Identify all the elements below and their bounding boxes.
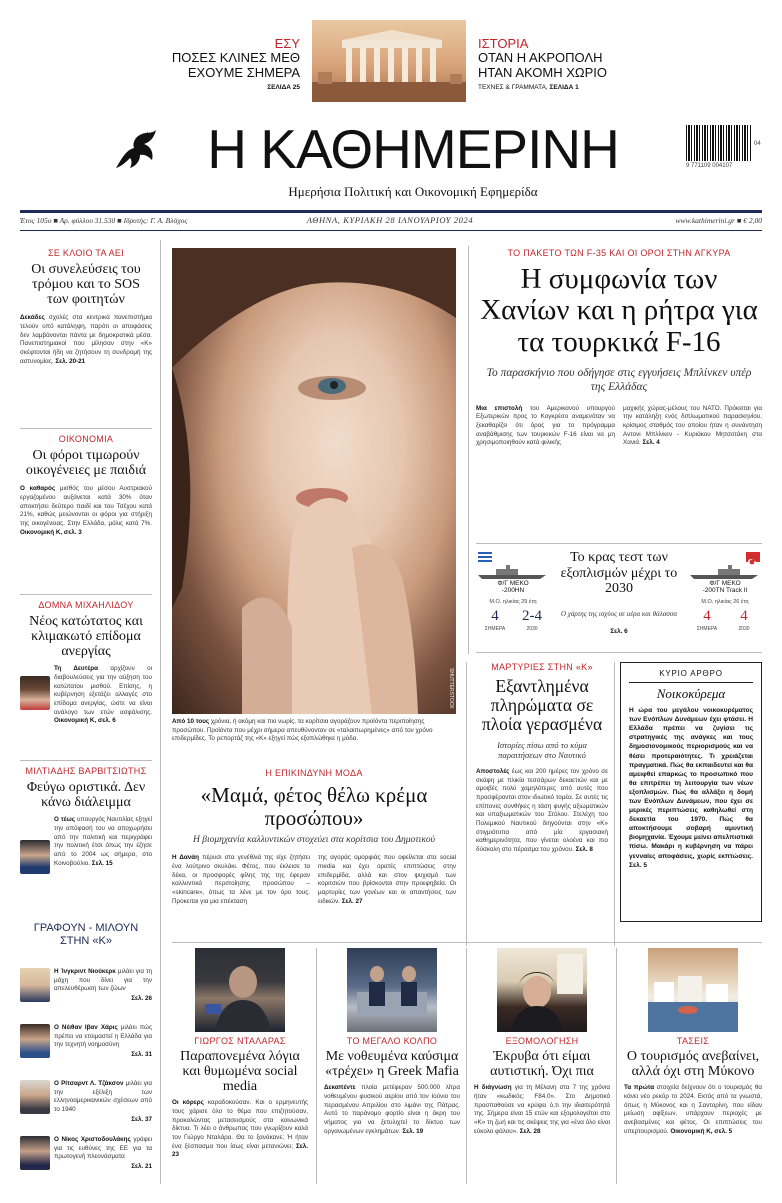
left-story-2-kicker: ΟΙΚΟΝΟΜΙΑ: [58, 434, 114, 444]
fashion-ref: Σελ. 27: [341, 897, 363, 905]
left-story-2-body: μισθός του μέσου Αυστριακού εργαζομένου αυξάνεται κατά 30% όταν αποκτήσει δεύτερο παιδί και του Τσέχου κατά 21%, καθώς μειώνονται οι φόροι για στήριξη της οικογένειας. Στην Ελλάδα, μόλις κατά 7%.: [20, 485, 152, 527]
writer-item[interactable]: [20, 1136, 152, 1170]
greece-ship-sub: -200HN: [501, 587, 525, 594]
section-rule: [20, 428, 152, 429]
section-rule: [476, 652, 762, 653]
column-rule: [468, 246, 469, 654]
turkey-now: 4: [703, 608, 711, 624]
f16-subtitle: Το παρασκήνιο που οδήγησε στις εγγυήσεις Μπλίνκεν υπέρ της Ελλάδας: [486, 366, 752, 394]
dateline-right[interactable]: www.kathimerini.gr ■ € 2,00: [675, 216, 762, 225]
teaser-left-kicker: ΕΣΥ: [274, 36, 300, 51]
turkey-frigate-icon: [688, 564, 762, 578]
bottom-1-headline: Παραπονεμένα λόγια και θυμωμένα social media: [180, 1049, 300, 1095]
writer-photo: [20, 1136, 50, 1170]
greece-frigate-icon: [476, 564, 550, 578]
greece-age: Μ.Ο. ηλικίας 29 έτη: [489, 599, 537, 605]
writer-photo: [20, 968, 50, 1002]
writer-photo: [20, 1080, 50, 1114]
greece-future-label: 2030: [526, 626, 538, 632]
left-story-3-lead: Τη Δευτέρα: [54, 665, 98, 673]
dateline-rule: [20, 230, 762, 231]
sailors-col1: έως και 200 ημέρες τον χρόνο σε σκάφη με πλικία τεσσάρων δεκαετιών και με αμοιβές πολύ χαμηλότερες από αυτές που προσφέρονται στον ιδιωτικό τομέα. Σε αυτές τις επίπονες συνθήκες η τάση φυγής αξιωματικών και υπαξιωματικών του Στόλου.: [476, 767, 608, 819]
crash-headline: Το κρας τεστ των εξοπλισμών μέχρι το 2030: [560, 550, 678, 597]
f16-ref: Σελ. 4: [642, 439, 660, 447]
f16-story[interactable]: [476, 248, 762, 448]
crash-subtitle: Ο χάρτης της ισχύος σε αέρα και θάλασσα: [561, 610, 677, 618]
editorial-headline: Νοικοκύρεμα: [656, 686, 726, 701]
sailors-kicker: ΜΑΡΤΥΡΙΕΣ ΣΤΗΝ «Κ»: [491, 662, 593, 672]
f16-col1: του Αμερικανού υπουργού Εξωτερικών προς το Κογκρέσο αναμενόταν να ξεκαθαρίζει ότι όρος για το πρόγραμμα αναβάθμισης των τουρκικών F-16 είναι να μη χρησιμοποιηθούν κατά φιλικής: [476, 404, 615, 447]
photo-credit: SHUTTERSTOCK: [448, 668, 454, 709]
f16-headline: Η συμφωνία των Χανίων και η ρήτρα για τα τουρκικά F-16: [480, 263, 758, 358]
greece-now-label: ΣΗΜΕΡΑ: [484, 626, 506, 632]
writer-ref: Σελ. 21: [131, 1163, 152, 1171]
turkey-future-label: 2030: [738, 626, 750, 632]
left-story-4[interactable]: [20, 766, 152, 868]
crash-ref: Σελ. 6: [610, 628, 628, 635]
writer-item[interactable]: [20, 968, 152, 1002]
left-story-4-body: υπουργός Ναυτιλίας εξηγεί την απόφασή του να αποχωρήσει από την πολιτική και περιγράφει την πολιτική έτσι όπως την έζησε από το 2004 ως σήμερα, στο Κοινοβούλιο.: [54, 816, 152, 867]
photo-greek-mafia: [347, 948, 437, 1032]
greece-ship-name: Φ/Γ ΜΕΚΟ: [497, 580, 529, 587]
left-story-1-headline: Οι συνελεύσεις του τρόμου και το SOS των φοιτητών: [31, 262, 141, 308]
left-story-3[interactable]: [20, 600, 152, 726]
editorial-body: Η ώρα του μεγάλου νοικοκυρέματος των Ενόπλων Δυνάμεων έχει φτάσει. Η Ελλάδα πρέπει να ζυγίσει τις στρατηγικές της ανάγκες και τους δημοσιονομικούς περιορισμούς και να θέσει προτεραιότητες. Τι χρειάζεται πραγματικά. Πώς θα εκπαιδευτεί και θα αμειφθεί επαρκώς το προσωπικό που θα επιτρέπει τη λειτουργία των νέων εξοπλισμών. Πώς θα αλλάξει η δομή των Ενόπλων Δυνάμεων, που έχει σε μερικές περιπτώσεις καθηλωθεί στη δεκαετία του 1970. Πώς θα αποκτήσουμε σοβαρή αμυντική βιομηχανία. Έχουμε μείνει απελπιστικά πίσω. Μακάρι η κυβέρνηση να πάρει γενναίες αποφάσεις, χωρίς εκπτώσεις.: [629, 707, 753, 860]
left-story-4-kicker: ΜΙΛΤΙΑΔΗΣ ΒΑΡΒΙΤΣΙΩΤΗΣ: [25, 766, 147, 776]
section-rule: [476, 543, 762, 544]
writer-ref: Σελ. 37: [131, 1115, 152, 1123]
column-rule: [316, 948, 317, 1184]
writer-photo: [20, 1024, 50, 1058]
teaser-left-line1: ΠΟΣΕΣ ΚΛΙΝΕΣ ΜΕΘ: [171, 50, 300, 65]
section-rule: [20, 594, 152, 595]
column-rule: [466, 662, 467, 946]
masthead-title[interactable]: Η ΚΑΘΗΜΕΡΙΝΗ: [207, 118, 619, 180]
crash-test-box[interactable]: [476, 548, 762, 642]
writer-desc: μιλάει πώς πρέπει να ετοιμαστεί η Ελλάδα για την τεχνητή νοημοσύνη: [54, 1024, 152, 1049]
bottom-2-ref: Σελ. 19: [402, 1127, 424, 1135]
bottom-story-1[interactable]: [172, 948, 308, 1160]
writers-box: [20, 922, 152, 1184]
main-photo-girl[interactable]: [172, 248, 456, 714]
left-story-3-ref: Οικονομική Κ, σελ. 6: [54, 717, 116, 725]
writer-name: Ο Ρίτσαρντ Λ. Τζάκσον: [54, 1080, 124, 1087]
bottom-story-4[interactable]: [624, 948, 762, 1136]
writer-desc: μιλάει για τη μάχη που δίνει για την απελευθέρωση των ζώων: [54, 968, 153, 993]
caption-text: χρόνια, ή ακόμη και πιο νωρίς, τα κορίτσια αγοράζουν προϊόντα περιποίησης προσώπου. Προϊόντα που μέχρι σήμερα απευθύνονταν σε «ταλαιπωρημένες» από τον χρόνο επιδερμίδες. Το ρεπορτάζ της «Κ» εξηγεί πώς εξαπλώθηκε η μόδα.: [172, 718, 433, 743]
turkey-flag-icon: [746, 552, 760, 562]
teaser-right-kicker: ΙΣΤΟΡΙΑ: [478, 36, 529, 51]
writer-name: Η Ίνγκριντ Νιούκερκ: [54, 968, 116, 975]
bottom-4-headline: Ο τουρισμός ανεβαίνει, αλλά όχι στη Μύκονο: [626, 1049, 760, 1080]
bottom-3-kicker: ΕΞΟΜΟΛΟΓΗΣΗ: [505, 1036, 579, 1046]
sailors-lead: Αποστολές: [476, 767, 510, 775]
left-story-1-body: σχολές στα κεντρικά πανεπιστήμια τελούν υπό κατάληψη, παρότι οι αποφάσεις δεν λαμβάνονται πάντα με δημοκρατικά μέσα. Πανεπιστημιακοί που μίλησαν στην «Κ» σκέφτονται ήδη να ζητήσουν τη συνδρομή της αστυνομίας.: [20, 314, 152, 365]
turkey-ship-name: Φ/Γ ΜΕΚΟ: [709, 580, 741, 587]
writers-header: ΓΡΑΦΟΥΝ - ΜΙΛΟΥΝ ΣΤΗΝ «Κ»: [33, 922, 139, 947]
editorial-ref: Σελ. 5: [629, 861, 648, 869]
fashion-subtitle: Η βιομηχανία καλλυντικών στοχεύει στα κορίτσια του Δημοτικού: [193, 835, 435, 846]
writer-desc: μιλάει για την εξέλιξη των ελληνοαμερικανικών σχέσεων από το 1940: [54, 1080, 152, 1114]
sailors-col2: Στελέχη του Πολεμικού Ναυτικού διηγούνται στην «Κ» στιγμιότυπα από μία εργασιακή καθημερινότητα, που γίνεται ολοένα και πιο δύσκολη στο πέρασμα του χρόνου.: [476, 811, 608, 854]
bottom-4-lead: Τα πρώτα: [624, 1084, 655, 1092]
turkey-age: Μ.Ο. ηλικίας 26 έτη: [701, 599, 749, 605]
dateline-center: ΑΘΗΝΑ, ΚΥΡΙΑΚΗ 28 ΙΑΝΟΥΑΡΙΟΥ 2024: [306, 215, 474, 225]
left-story-1-ref: Σελ. 20-21: [55, 357, 86, 365]
teaser-left[interactable]: [150, 36, 300, 91]
editorial-box[interactable]: [620, 662, 762, 922]
left-story-2-headline: Οι φόροι τιμωρούν οικογένειες με παιδιά: [25, 448, 147, 479]
photo-autism: [497, 948, 587, 1032]
left-story-4-headline: Φεύγω οριστικά. Δεν κάνω διάλειμμα: [26, 780, 146, 811]
writer-ref: Σελ. 31: [131, 1051, 152, 1059]
turkey-now-label: ΣΗΜΕΡΑ: [696, 626, 718, 632]
bottom-2-lead: Δεκαπέντε: [324, 1084, 356, 1092]
teaser-right[interactable]: [478, 36, 678, 91]
fashion-col2: της αγοράς ομορφιάς που οφείλεται στα social media και έχει ορατές επιπτώσεις στην επιδερμίδα, αλλά και στον ψυχισμό των κοριτσιών που βρίσκονται στην προεφηβεία. Οι μαρτυρίες των γονέων και οι απαντήσεις των ειδικών.: [318, 854, 456, 905]
teaser-left-line2: ΕΧΟΥΜΕ ΣΗΜΕΡΑ: [187, 64, 300, 80]
bottom-2-kicker: ΤΟ ΜΕΓΑΛΟ ΚΟΛΠΟ: [346, 1036, 438, 1046]
left-story-3-headline: Νέος κατώτατος και κλιμακωτό επίδομα ανεργίας: [29, 614, 143, 660]
left-story-4-lead: Ο τέως: [54, 816, 76, 824]
bottom-1-kicker: ΓΙΩΡΓΟΣ ΝΤΑΛΑΡΑΣ: [194, 1036, 286, 1046]
bottom-story-3[interactable]: [474, 948, 610, 1136]
bottom-1-ref: Σελ. 23: [172, 1142, 309, 1159]
fashion-lead: Η Δανάη: [172, 854, 200, 862]
photo-ntalaras: [195, 948, 285, 1032]
section-rule: [172, 942, 762, 943]
bottom-3-ref: Σελ. 28: [519, 1127, 541, 1135]
left-story-1[interactable]: [20, 248, 152, 366]
fashion-headline: «Μαμά, φέτος θέλω κρέμα προσώπου»: [200, 783, 428, 830]
turkey-ship-sub: -200TN Track II: [702, 587, 748, 594]
barcode: [686, 125, 760, 175]
sailors-subtitle: Ιστορίες πίσω από το κύμα παραιτήσεων στο Ναυτικό: [497, 739, 587, 761]
barcode-issue: 04: [754, 141, 761, 147]
bottom-1-lead: Οι κόρερς: [172, 1099, 204, 1107]
left-story-3-body: αρχίζουν οι διαβουλεύσεις για την αύξηση του κατώτατου μισθού. Επίσης, η κυβέρνηση εξετάζει αλλαγές στο επίδομα ανεργίας, ώστε να είναι ανάλογο των ετών ασφάλισης.: [54, 665, 152, 716]
dateline: [20, 216, 762, 228]
masthead-subtitle: Ημερήσια Πολιτική και Οικονομική Εφημερίδα: [288, 184, 538, 199]
greece-now: 4: [491, 608, 499, 624]
writer-item[interactable]: [20, 1080, 152, 1123]
section-rule: [20, 760, 152, 761]
acropolis-illustration: [312, 20, 466, 102]
left-story-3-kicker: ΔΟΜΝΑ ΜΙΧΑΗΛΙΔΟΥ: [38, 600, 134, 610]
main-photo-caption: [172, 718, 456, 744]
griffin-logo-icon: [112, 128, 160, 174]
writer-ref: Σελ. 26: [131, 995, 152, 1003]
dateline-left: Έτος 105ο ■ Αρ. φύλλου 31.530 ■ Ιδρυτής: Γ. Α. Βλάχος: [20, 216, 188, 225]
column-rule: [160, 240, 161, 1184]
bottom-3-lead: Η διάγνωση: [474, 1084, 512, 1092]
writer-desc: γράφει για τις ευθύνες της ΕΕ για τα πρωτογενή πλεονάσματα: [54, 1136, 152, 1161]
left-story-2[interactable]: [20, 434, 152, 537]
sailors-headline: Εξαντλημένα πληρώματα σε πλοία γερασμένα: [481, 676, 603, 734]
bottom-4-kicker: ΤΑΣΕΙΣ: [676, 1036, 710, 1046]
teaser-right-line1: ΟΤΑΝ Η ΑΚΡΟΠΟΛΗ: [478, 50, 603, 65]
photo-mykonos: [648, 948, 738, 1032]
teaser-right-line2: ΗΤΑΝ ΑΚΟΜΗ ΧΩΡΙΟ: [478, 64, 607, 80]
f16-kicker: ΤΟ ΠΑΚΕΤΟ ΤΩΝ F-35 ΚΑΙ ΟΙ ΟΡΟΙ ΣΤΗΝ ΑΓΚΥΡΑ: [507, 248, 731, 258]
bottom-4-ref: Οικονομική Κ, σελ. 5: [670, 1127, 733, 1135]
greece-future: 2-4: [522, 608, 542, 624]
writer-name: Ο Νίκος Χριστοδουλάκης: [54, 1136, 131, 1143]
left-story-4-ref: Σελ. 15: [91, 859, 113, 867]
teaser-right-ref-pre: ΤΕΧΝΕΣ & ΓΡΑΜΜΑΤΑ,: [478, 83, 550, 91]
writer-name: Ο Νέιθαν Ιβαν Χάρις: [54, 1024, 118, 1031]
editorial-kicker: ΚΥΡΙΟ ΑΡΘΡΟ: [659, 669, 723, 678]
left-story-1-kicker: ΣΕ ΚΛΟΙΟ ΤΑ ΑΕΙ: [47, 248, 125, 258]
author-photo-mihailidou: [20, 676, 50, 710]
turkey-future: 4: [740, 608, 748, 624]
fashion-col1: πέρυσι στα γενέθλιά της είχε ζητήσει ένα λούτρινο σκυλάκι. Φέτος, που έκλεισε τα δέκα, οι προσφορές φίλης της της έφεραν καλλυντικά περιποίησης προσώπου – «skincare», όπως τα λένε με τον όρο τους. Προκειται για μια επέκταση: [172, 854, 310, 905]
fashion-kicker: Η ΕΠΙΚΙΝΔΥΝΗ ΜΟΔΑ: [265, 768, 363, 778]
caption-lead: Από 10 τους: [172, 718, 210, 725]
bottom-3-body: για τη Μέλανη στα 7 της χρόνια ήταν «κωδικός: F84.0». Στο Δημοτικό προσπαθούσε να κρύψει ό,τι την ιδιαιτερότητά της. Σήμερα είναι 15 ετών και εξομολογείται στο «Κ» τη ζωή και τις σκέψεις της για «ένα όλο είναι εύκολο φάλου».: [474, 1084, 610, 1135]
sailors-ref: Σελ. 8: [575, 846, 593, 854]
teaser-right-ref: ΣΕΛΙΔΑ 1: [549, 83, 579, 91]
bottom-2-body: πλοία μετέφεραν 500.000 λίτρα νοθευμένου φυσικού αερίου από τον Ιούνιο του περασμένου Απριλίου στο λιμάνι της Πάτρας. Αυτό το παράνομο φορτίο είναι η άκρη του νήματος για να ξετυλιχτεί το δίκτυο των οργανωμένων εγκλημάτων.: [324, 1084, 460, 1135]
bottom-4-body: στοιχεία δείχνουν ότι ο τουρισμός θα κάνει νέο ρεκόρ το 2024. Εκτός από τα γνωστά, όπως η Μύκονος και η Σαντορίνη, που είδαν μείωση αφίξεων, υπάρχουν περιοχές με ανεβασμένες και φέτος. Οι επιπτώσεις του υπερτουρισμού.: [624, 1084, 762, 1135]
f16-col2: μαχικής χώρας-μέλους του ΝΑΤΟ. Πρόκειται για την κατάληξη ενός διπλωματικού παρασκηνίου, κρίσιμος σταθμός του οποίου ήταν η συνάντηση Αντονι Μπλίνκεν - Κυριάκου Μητσοτάκη στα Χανιά.: [623, 404, 762, 447]
writer-item[interactable]: [20, 1024, 152, 1058]
sailors-story[interactable]: [476, 662, 608, 855]
left-story-1-lead: Δεκάδες: [20, 314, 45, 322]
column-rule: [616, 948, 617, 1184]
barcode-number: 9 771109 004107: [686, 163, 733, 169]
teaser-left-ref: ΣΕΛΙΔΑ 25: [267, 83, 300, 91]
column-rule: [466, 948, 467, 1184]
bottom-2-headline: Με νοθευμένα καύσιμα «τρέχει» η Greek Mafia: [325, 1049, 459, 1080]
column-rule: [614, 662, 615, 946]
greece-flag-icon: [478, 552, 492, 562]
masthead-rule: [20, 210, 762, 213]
author-photo-varvitsiotis: [20, 840, 50, 874]
left-story-2-lead: Ο καθαρός: [20, 485, 56, 493]
fashion-story[interactable]: [172, 768, 456, 906]
bottom-story-2[interactable]: [324, 948, 460, 1136]
left-story-2-ref: Οικονομική Κ, σελ. 3: [20, 528, 82, 536]
f16-lead: Μια επιστολή: [476, 404, 523, 412]
bottom-3-headline: Έκρυβα ότι είμαι αυτιστική. Όχι πια: [490, 1049, 594, 1080]
bottom-1-body: καραδοκούσαν. Και ο ερμηνευτής τους χάρισε όλο το θέμα που επιζητούσαν, προκαλώντας μετασεισμούς στα κοινωνικά δίκτυα. Τι λέει ο άνθρωπος που γνωρίζουν καλά τον Γιώργο Νταλάρα. Θα το ξανάκανε; Ή ήταν ένα ξέσπασμα που ίσως είναι μετανιώνει;: [172, 1099, 308, 1150]
